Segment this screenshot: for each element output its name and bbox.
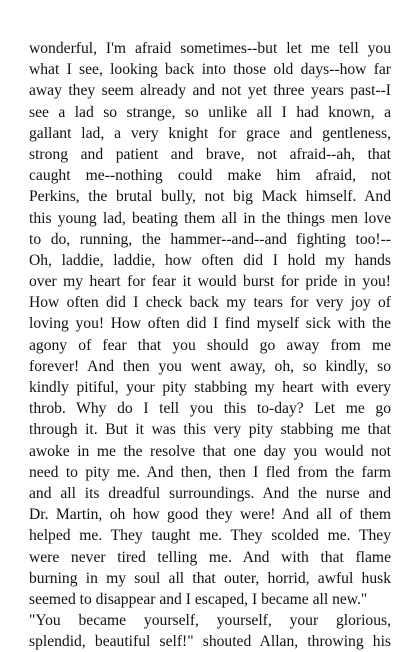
text-line: wonderful, I'm afraid sometimes--but let me tell you bbox=[29, 40, 391, 57]
text-line: what I see, looking back into those old days--how far bbox=[29, 61, 391, 79]
text-line: this young lad, beating them all in the things men love bbox=[29, 209, 391, 227]
text-line: throb. Why do I tell you this to-day? Let me go bbox=[29, 400, 391, 418]
text-line: splendid, beautiful self!" shouted Allan, throwing his bbox=[29, 633, 391, 651]
text-line: loving you! How often did I find myself sick with the bbox=[29, 315, 391, 333]
text-line: Dr. Martin, oh how good they were! And all of them bbox=[29, 506, 391, 524]
text-line: over my heart for fear it would burst for pride in you! bbox=[29, 273, 391, 291]
text-line: forever! And then you went away, oh, so kindly, so bbox=[29, 357, 391, 375]
page-text bbox=[29, 38, 391, 652]
text-line: were never tired telling me. And with that flame bbox=[29, 548, 391, 566]
text-line: helped me. They taught me. They scolded me. They bbox=[29, 527, 391, 545]
text-line: burning in my soul all that outer, horrid, awful husk bbox=[29, 569, 391, 587]
text-line: see a lad so strange, so unlike all I had known, a bbox=[29, 103, 391, 121]
text-line: away they seem already and not yet three years past--I bbox=[29, 82, 391, 100]
text-line: and all its dreadful surroundings. And the nurse and bbox=[29, 484, 391, 502]
text-line: through it. But it was this very pity stabbing me that bbox=[29, 421, 391, 439]
text-line: Perkins, the brutal bully, not big Mack himself. And bbox=[29, 188, 391, 206]
text-line: need to pity me. And then, then I fled from the farm bbox=[29, 463, 391, 481]
text-line: caught me--nothing could make him afraid, not bbox=[29, 167, 391, 185]
text-line: Oh, laddie, laddie, how often did I hold my hands bbox=[29, 251, 391, 269]
text-line: awoke in me the resolve that one day you would not bbox=[29, 442, 391, 460]
text-line: agony of fear that you should go away from me bbox=[29, 336, 391, 354]
text-line: gallant lad, a very knight for grace and gentleness, bbox=[29, 124, 391, 142]
text-line: "You became yourself, yourself, your glorious, bbox=[29, 612, 391, 630]
text-line: strong and patient and brave, not afraid--ah, that bbox=[29, 145, 391, 163]
text-line: kindly pitiful, your pity stabbing my heart with every bbox=[29, 379, 391, 396]
text-line: to do, running, the hammer--and--and fighting too!-- bbox=[29, 230, 391, 248]
text-line: How often did I check back my tears for very joy of bbox=[29, 294, 391, 312]
text-line: seemed to disappear and I escaped, I became all new." bbox=[29, 590, 368, 608]
